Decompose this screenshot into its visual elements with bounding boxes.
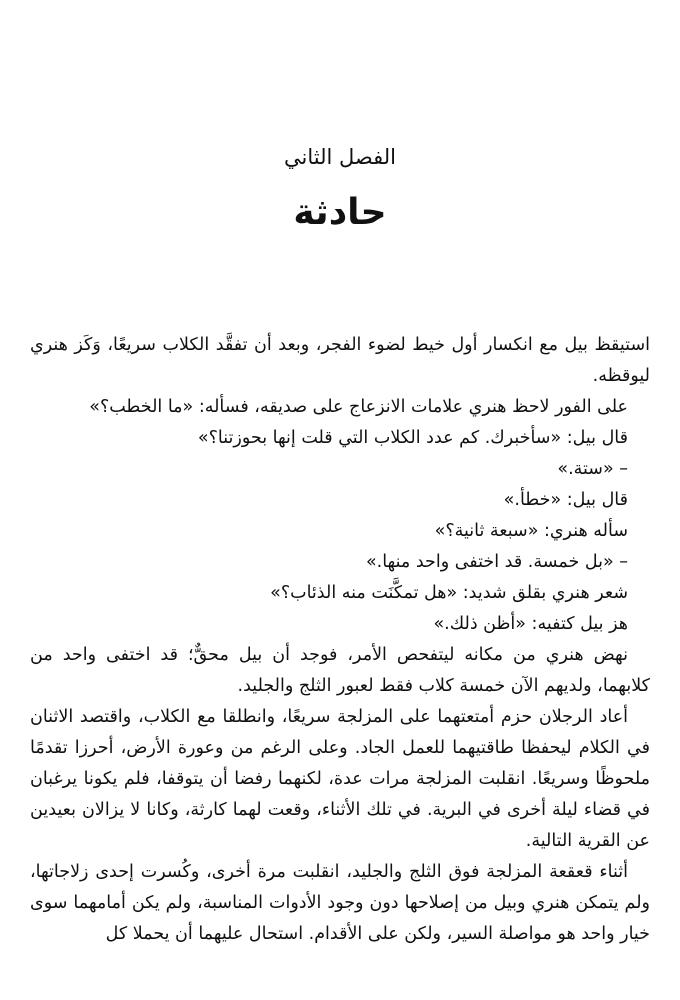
chapter-label: الفصل الثاني (284, 145, 396, 169)
paragraph: أثناء قعقعة المزلجة فوق الثلج والجليد، انقلبت مرة أخرى، وكُسرت إحدى زلاجاتها، ولم يتمكن هنري وبيل من إصلاحها دون وجود الأدوات المناسبة، ولم يكن أمامهما سوى خيار واحد هو مواصلة السير، ولكن على الأقدام. استحال عليهما أن يحملا كل (30, 862, 650, 944)
page-title: حادثة (293, 192, 387, 233)
paragraph: قال بيل: «سأخبرك. كم عدد الكلاب التي قلت إنها بحوزتنا؟» (197, 428, 628, 448)
paragraph: شعر هنري بقلق شديد: «هل تمكَّنَت منه الذئاب؟» (270, 583, 628, 603)
paragraph: أعاد الرجلان حزم أمتعتهما على المزلجة سريعًا، وانطلقا مع الكلاب، واقتصد الاثنان في الكلام ليحفظا طاقتيهما للعمل الجاد. وعلى الرغم من وعورة الأرض، أحرزا تقدمًا ملحوظًا وسريعًا. انقلبت المزلجة مرات عدة، لكنهما رفضا أن يتوقفا، فلم يكونا يرغبان في قضاء ليلة أخرى في البرية. في تلك الأثناء، وقعت لهما كارثة، وكانا لا يزالان بعيدين عن القرية التالية. (30, 707, 650, 851)
paragraph: سأله هنري: «سبعة ثانية؟» (434, 521, 628, 541)
paragraph: قال بيل: «خطأ.» (503, 490, 628, 510)
paragraph: هز بيل كتفيه: «أظن ذلك.» (433, 614, 628, 634)
paragraph: – «بل خمسة. قد اختفى واحد منها.» (365, 552, 628, 572)
paragraph: على الفور لاحظ هنري علامات الانزعاج على صديقه، فسأله: «ما الخطب؟» (89, 397, 628, 417)
body-text (30, 330, 650, 950)
paragraph: – «ستة.» (557, 459, 628, 479)
paragraph: استيقظ بيل مع انكسار أول خيط لضوء الفجر، وبعد أن تفقَّد الكلاب سريعًا، وَكَز هنري ليوقظه. (30, 335, 650, 386)
paragraph: نهض هنري من مكانه ليتفحص الأمر، فوجد أن بيل محقٌّ؛ قد اختفى واحد من كلابهما، ولديهم الآن خمسة كلاب فقط لعبور الثلج والجليد. (30, 645, 650, 696)
